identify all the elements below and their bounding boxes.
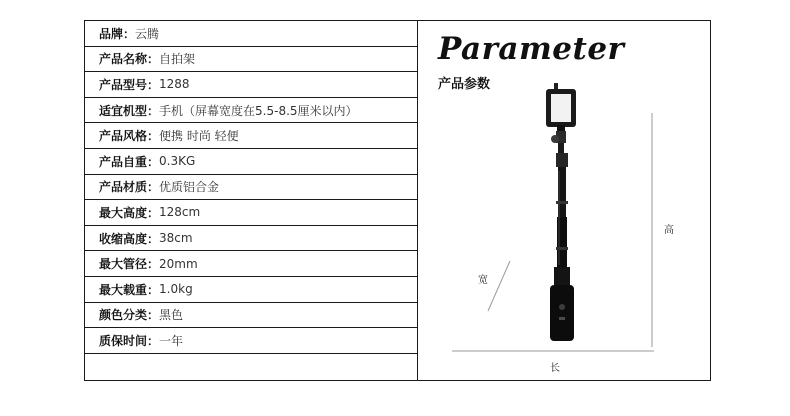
spec-row-compatible [85,98,417,124]
spec-key: 产品自重 [99,154,148,169]
parameter-subtitle: 产品参数 [438,77,491,92]
spec-key: 产品型号 [99,77,148,92]
spec-row-tube-diameter [85,251,417,277]
spec-row-product-name [85,47,417,73]
spec-separator: ： [147,257,160,272]
spec-separator: ： [147,333,160,348]
spec-key: 产品风格 [99,129,148,144]
telescopic-pole [556,167,568,267]
spec-row-weight [85,149,417,175]
spec-value: 云腾 [135,26,160,41]
spec-value: 自拍架 [159,52,196,67]
spec-value: 优质铝合金 [159,180,220,195]
head-joint [551,131,568,167]
spec-key: 质保时间 [99,333,148,348]
spec-row-color [85,303,417,329]
spec-row-max-load [85,277,417,303]
width-dimension-line [488,261,510,311]
spec-value: 一年 [159,333,184,348]
phone-clamp [546,83,576,131]
spec-separator: ： [147,231,160,246]
spec-separator: ： [147,180,160,195]
spec-value: 1288 [159,77,190,92]
spec-key: 最大高度 [99,205,148,220]
spec-row-empty [85,354,417,380]
spec-key: 最大载重 [99,282,148,297]
spec-value: 1.0kg [159,282,193,297]
handle [550,267,574,341]
spec-value: 0.3KG [159,154,196,169]
spec-value: 20mm [159,256,198,271]
spec-row-material [85,175,417,201]
selfie-stick-illustration [418,21,710,380]
spec-table [85,21,418,380]
spec-frame [84,20,711,381]
spec-separator: ： [147,103,160,118]
spec-value: 手机（屏幕宽度在5.5-8.5厘米以内） [159,103,358,118]
spec-separator: ： [147,308,160,323]
spec-separator: ： [147,77,160,92]
spec-separator: ： [147,154,160,169]
length-label: 长 [550,363,560,374]
spec-row-model [85,72,417,98]
spec-value: 38cm [159,231,193,246]
spec-row-warranty [85,328,417,354]
spec-row-brand [85,21,417,47]
parameter-title: Parameter [438,31,625,67]
spec-row-max-height [85,200,417,226]
spec-separator: ： [147,129,160,144]
spec-key: 产品名称 [99,52,148,67]
width-label: 宽 [478,275,488,286]
spec-row-style [85,123,417,149]
spec-separator: ： [147,282,160,297]
parameter-panel [418,21,710,380]
spec-value: 便携 时尚 轻便 [159,129,239,144]
spec-value: 黑色 [159,308,184,323]
spec-key: 最大管径 [99,257,148,272]
spec-key: 适宜机型 [99,103,148,118]
spec-value: 128cm [159,205,201,220]
spec-key: 品牌 [99,26,124,41]
height-label: 高 [664,225,674,236]
spec-key: 收缩高度 [99,231,148,246]
spec-key: 产品材质 [99,180,148,195]
spec-separator: ： [147,52,160,67]
spec-separator: ： [123,26,136,41]
spec-row-collapsed-height [85,226,417,252]
spec-separator: ： [147,205,160,220]
spec-key: 颜色分类 [99,308,148,323]
